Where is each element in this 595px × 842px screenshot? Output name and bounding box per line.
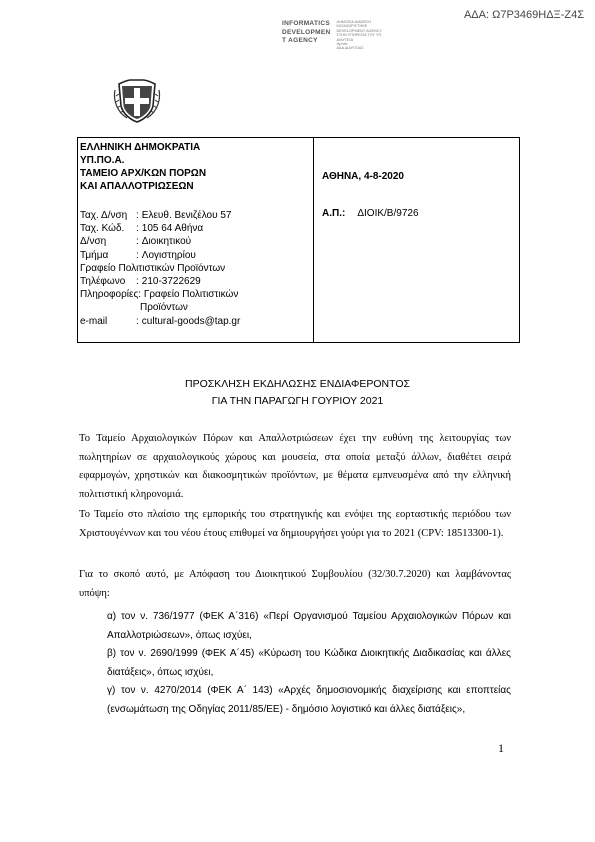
body-paragraph: Το Ταμείο στο πλαίσιο της εμπορικής του στρατηγικής και ενόψει της εορταστικής περιόδου των Χριστουγέννων και του νέου έτους επιθυμεί να δημιουργήσει γούρι για το 2021 (CPV: 18513300-1). [79, 509, 511, 539]
body-paragraph: Το Ταμείο Αρχαιολογικών Πόρων και Απαλλοτριώσεων έχει την ευθύνη της λειτουργίας των πωλητηρίων σε αρχαιολογικούς χώρους και μουσεία, στα οποία μεταξύ άλλων, διαθέτει σειρά εφαρμογών, χρηστικών και διακοσμητικών προϊόντων, με θέματα εμπνευσμένα από την ελληνική πολιτιστική κληρονομιά. [79, 433, 511, 500]
info-value-continued: Προϊόντων [140, 302, 188, 314]
postal-label: Ταχ. Κώδ. [80, 223, 125, 235]
section-value: Λογιστηρίου [141, 249, 196, 261]
watermark-small-line: ΔΙΑΥΓΕΙΑ [336, 37, 354, 42]
body-paragraph: Για το σκοπό αυτό, με Απόφαση του Διοικητικού Συμβουλίου (32/30.7.2020) και λαμβάνοντας υπόψη: [79, 569, 511, 599]
protocol-value: ΔΙΟΙΚ/Β/9726 [357, 208, 419, 219]
sender-info [78, 138, 314, 342]
watermark-line: DEVELOPMEN [282, 28, 331, 36]
list-item: γ) τον ν. 4270/2014 (ΦΕΚ Α΄ 143) «Αρχές δημοσιονομικής διαχείρισης και εποπτείας (ενσωμάτωση της Οδηγίας 2011/85/ΕΕ) - δημόσιο λογιστικό και άλλες διατάξεις», [107, 685, 511, 715]
watermark-line: T AGENCY [282, 37, 318, 44]
postal-row: Ταχ. Κώδ. : 105 64 Αθήνα [80, 223, 204, 235]
office-value: Γραφείο Πολιτιστικών Προϊόντων [80, 262, 226, 274]
info-label: Πληροφορίες: [80, 289, 142, 301]
street-label: Ταχ. Δ/νση [80, 210, 128, 221]
ada-code: ΑΔΑ: Ω7Ρ3469ΗΔΞ-Ζ4Σ [463, 9, 584, 21]
street-value: Ελευθ. Βενιζέλου 57 [141, 210, 232, 221]
section-label: Τμήμα [80, 249, 109, 261]
organization-block [80, 141, 311, 193]
phone-value: 210-3722629 [141, 276, 201, 288]
title-line: ΓΙΑ ΤΗΝ ΠΑΡΑΓΩΓΗ ΓΟΥΡΙΟΥ 2021 [211, 395, 384, 407]
phone-row: Τηλέφωνο : 210-3722629 [80, 276, 201, 288]
watermark-small-line: ΚΑΤΑΧΩΡΙΣΤΗΚΕ [336, 24, 368, 29]
page-number: 1 [498, 741, 504, 755]
info-row [80, 288, 311, 301]
document-meta [314, 138, 519, 342]
coat-of-arms-icon [113, 76, 161, 124]
email-value: cultural-goods@tap.gr [141, 315, 241, 327]
list-item: β) τον ν. 2690/1999 (ΦΕΚ Α΄45) «Κύρωση του Κώδικα Διοικητικής Διαδικασίας και άλλες διατάξεις», όπως ισχύει, [107, 648, 511, 678]
email-label: e-mail [80, 315, 108, 327]
watermark-small-line: ΣΤΗΝ ΥΠΗΡΕΣΙΑ ΤΟΥ ΥΠ [336, 33, 382, 38]
section-row: Τμήμα : Λογιστηρίου [80, 249, 196, 261]
protocol-number [322, 208, 419, 219]
address-block [80, 209, 311, 328]
phone-label: Τηλέφωνο [80, 276, 126, 288]
street-row: Ταχ. Δ/νση : Ελευθ. Βενιζέλου 57 [80, 210, 232, 221]
watermark-stamp [282, 20, 382, 51]
watermark-small-line: ΑΔΑ ΔΙΑΥΓΕΙΑΣ [336, 46, 364, 51]
document-title [0, 376, 595, 410]
office-row [80, 262, 311, 275]
directorate-value: Διοικητικού [141, 236, 192, 248]
list-item: α) τον ν. 736/1977 (ΦΕΚ Α΄316) «Περί Οργανισμού Ταμείου Αρχαιολογικών Πόρων και Απαλλοτριώσεων», όπως ισχύει, [107, 611, 511, 641]
document-date: ΑΘΗΝΑ, 4-8-2020 [322, 171, 404, 182]
info-row-continued [80, 301, 311, 314]
postal-value: 105 64 Αθήνα [141, 223, 204, 235]
protocol-label: Α.Π.: [322, 208, 346, 219]
title-line: ΠΡΟΣΚΛΗΣΗ ΕΚΔΗΛΩΣΗΣ ΕΝΔΙΑΦΕΡΟΝΤΟΣ [184, 378, 411, 390]
org-line: ΤΑΜΕΙΟ ΑΡΧ/ΚΩΝ ΠΟΡΩΝ [80, 168, 207, 179]
directorate-label: Δ/νση [80, 236, 107, 248]
legal-basis-list [107, 608, 511, 719]
org-line: ΕΛΛΗΝΙΚΗ ΔΗΜΟΚΡΑΤΙΑ [80, 142, 201, 153]
watermark-small-line: ΔΗΜΟΣΙΑ ΔΙΑΘΕΣΗ [336, 20, 372, 24]
header-box [77, 137, 520, 343]
email-row: e-mail : cultural-goods@tap.gr [80, 315, 241, 327]
watermark-small-line: Ημ/νία [336, 42, 348, 47]
directorate-row: Δ/νση : Διοικητικού [80, 236, 192, 248]
org-line: ΚΑΙ ΑΠΑΛΛΟΤΡΙΩΣΕΩΝ [80, 181, 194, 192]
org-line: ΥΠ.ΠΟ.Α. [80, 155, 125, 166]
watermark-small-line: DEVELOPMENT AGENCY [336, 28, 383, 33]
info-value: Γραφείο Πολιτιστικών [143, 289, 239, 301]
watermark-line: INFORMATICS [282, 20, 330, 27]
